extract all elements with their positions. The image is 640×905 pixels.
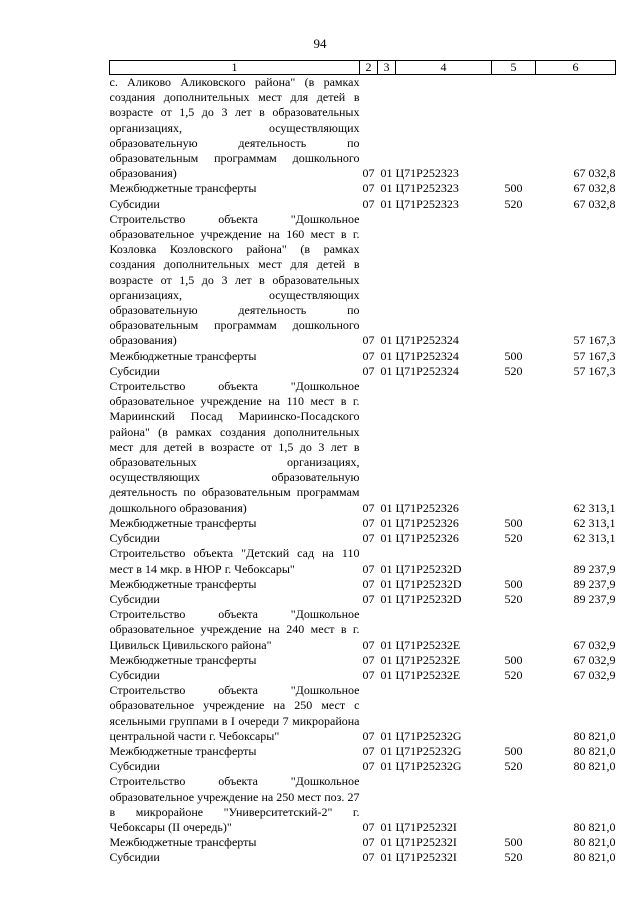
row-expense-type: 500	[504, 835, 523, 850]
row-name: Субсидии	[109, 531, 160, 546]
row-subsection: 01	[380, 652, 393, 667]
row-section: 07	[362, 850, 375, 865]
row-subsection: 01	[380, 637, 393, 652]
row-expense-type	[492, 75, 536, 182]
row-name: Строительство объекта "Дошкольное образовательное учреждение на 110 мест в г. Мариинский Посад Мариинско-Посадского района" (в рамках создания дополнительных мест для детей в возрасте от 1,5 до 3 лет в образовательных организациях, осуществляющих образовательную деятельность по образовательным программам дошкольного образования)	[109, 379, 360, 515]
row-expense-type: 500	[504, 348, 523, 363]
row-amount: 89 237,9	[573, 576, 616, 591]
table-row	[110, 379, 616, 516]
row-target-code: Ц71Р252326	[395, 500, 459, 515]
header-col-2: 2	[360, 61, 378, 75]
row-amount: 80 821,0	[573, 850, 616, 865]
row-name: Строительство объекта "Дошкольное образовательное учреждение на 160 мест в г. Козловка Козловского района" (в рамках создания дополнительных мест для детей в возрасте от 1,5 до 3 лет в образовательных организациях, осуществляющих образовательную деятельность по образовательным программам дошкольного образования)	[109, 211, 360, 348]
table-row	[110, 668, 616, 683]
row-name: Межбюджетные трансферты	[109, 743, 257, 758]
table-row	[110, 531, 616, 546]
row-amount: 57 167,3	[573, 348, 616, 363]
row-expense-type	[492, 683, 536, 744]
row-expense-type: 500	[504, 515, 523, 530]
row-target-code: Ц71Р25232D	[395, 576, 462, 591]
table-row	[110, 592, 616, 607]
row-target-code: Ц71Р252323	[395, 181, 459, 196]
row-amount: 67 032,9	[573, 667, 616, 682]
row-section: 07	[362, 166, 375, 181]
row-name: Строительство объекта "Детский сад на 110 мест в 14 мкр. в НЮР г. Чебоксары"	[109, 546, 360, 576]
row-name: Межбюджетные трансферты	[109, 576, 257, 591]
row-name: Субсидии	[109, 759, 160, 774]
row-expense-type	[492, 774, 536, 835]
row-name: Строительство объекта "Дошкольное образовательное учреждение на 250 мест с ясельными группами в I очереди 7 микрорайона центральной части г. Чебоксары"	[109, 683, 360, 743]
row-name: Строительство объекта "Дошкольное образовательное учреждение на 240 мест в г. Цивильск Цивильского района"	[109, 607, 360, 652]
budget-table	[109, 60, 616, 866]
table-row	[110, 212, 616, 349]
table-row	[110, 653, 616, 668]
row-target-code: Ц71Р252323	[395, 166, 459, 181]
header-row	[110, 61, 616, 75]
row-section: 07	[362, 333, 375, 348]
row-section: 07	[362, 743, 375, 758]
row-expense-type: 520	[504, 759, 523, 774]
row-target-code: Ц71Р25232E	[395, 637, 461, 652]
row-section: 07	[362, 515, 375, 530]
row-target-code: Ц71Р252326	[395, 531, 459, 546]
row-section: 07	[362, 591, 375, 606]
row-section: 07	[362, 576, 375, 591]
row-subsection: 01	[380, 576, 393, 591]
row-target-code: Ц71Р252324	[395, 333, 459, 348]
table-row	[110, 516, 616, 531]
page-number: 94	[313, 36, 327, 51]
row-section: 07	[362, 835, 375, 850]
row-section: 07	[362, 561, 375, 576]
table-row	[110, 850, 616, 865]
table-row	[110, 546, 616, 576]
table-row	[110, 759, 616, 774]
row-amount: 62 313,1	[573, 500, 616, 515]
row-expense-type: 520	[504, 196, 523, 211]
row-amount: 67 032,9	[573, 637, 616, 652]
row-target-code: Ц71Р252324	[395, 348, 459, 363]
table-row	[110, 607, 616, 653]
row-subsection: 01	[380, 759, 393, 774]
row-expense-type	[492, 379, 536, 516]
row-subsection: 01	[380, 667, 393, 682]
row-target-code: Ц71Р252323	[395, 196, 459, 211]
row-target-code: Ц71Р25232I	[395, 835, 457, 850]
row-amount: 67 032,8	[573, 166, 616, 181]
row-subsection: 01	[380, 166, 393, 181]
row-expense-type: 520	[504, 363, 523, 378]
table-row	[110, 181, 616, 196]
row-name: Строительство объекта "Дошкольное образовательное учреждение на 250 мест поз. 27 в микрорайоне "Университетский-2" г. Чебоксары (II очередь)"	[109, 774, 360, 834]
row-amount: 80 821,0	[573, 728, 616, 743]
row-subsection: 01	[380, 515, 393, 530]
row-subsection: 01	[380, 363, 393, 378]
row-section: 07	[362, 819, 375, 834]
table-row	[110, 577, 616, 592]
row-subsection: 01	[380, 728, 393, 743]
row-amount: 80 821,0	[573, 819, 616, 834]
row-name: с. Аликово Аликовского района" (в рамках создания дополнительных мест для детей в возрасте от 1,5 до 3 лет в образовательных организациях, осуществляющих образовательную деятельность по образовательным программам дошкольного образования)	[109, 75, 360, 181]
row-target-code: Ц71Р25232G	[395, 743, 462, 758]
row-name: Межбюджетные трансферты	[109, 835, 257, 850]
row-section: 07	[362, 348, 375, 363]
row-subsection: 01	[380, 819, 393, 834]
row-name: Субсидии	[109, 363, 160, 378]
row-section: 07	[362, 531, 375, 546]
row-name: Субсидии	[109, 591, 160, 606]
row-target-code: Ц71Р252326	[395, 515, 459, 530]
row-expense-type: 520	[504, 667, 523, 682]
row-amount: 57 167,3	[573, 333, 616, 348]
row-expense-type: 500	[504, 743, 523, 758]
row-amount: 89 237,9	[573, 591, 616, 606]
row-target-code: Ц71Р25232G	[395, 759, 462, 774]
row-subsection: 01	[380, 850, 393, 865]
row-target-code: Ц71Р25232E	[395, 667, 461, 682]
table-row	[110, 774, 616, 835]
row-subsection: 01	[380, 196, 393, 211]
row-section: 07	[362, 500, 375, 515]
table-row	[110, 75, 616, 182]
row-amount: 67 032,9	[573, 652, 616, 667]
row-expense-type: 500	[504, 576, 523, 591]
row-expense-type: 520	[504, 531, 523, 546]
row-subsection: 01	[380, 348, 393, 363]
row-name: Субсидии	[109, 196, 160, 211]
header-col-5: 5	[492, 61, 536, 75]
row-name: Межбюджетные трансферты	[109, 515, 257, 530]
row-target-code: Ц71Р25232D	[395, 591, 462, 606]
row-target-code: Ц71Р25232I	[395, 850, 457, 865]
header-col-3: 3	[378, 61, 396, 75]
row-amount: 67 032,8	[573, 196, 616, 211]
row-subsection: 01	[380, 500, 393, 515]
row-expense-type: 520	[504, 591, 523, 606]
row-expense-type: 520	[504, 850, 523, 865]
row-amount: 89 237,9	[573, 561, 616, 576]
row-section: 07	[362, 637, 375, 652]
header-col-4: 4	[396, 61, 492, 75]
row-amount: 62 313,1	[573, 515, 616, 530]
table-row	[110, 349, 616, 364]
row-subsection: 01	[380, 531, 393, 546]
row-amount: 67 032,8	[573, 181, 616, 196]
row-name: Межбюджетные трансферты	[109, 652, 257, 667]
row-expense-type	[492, 607, 536, 653]
row-name: Субсидии	[109, 667, 160, 682]
row-section: 07	[362, 181, 375, 196]
table-row	[110, 197, 616, 212]
row-amount: 57 167,3	[573, 363, 616, 378]
row-amount: 80 821,0	[573, 835, 616, 850]
row-target-code: Ц71Р25232I	[395, 819, 457, 834]
header-col-6: 6	[536, 61, 616, 75]
row-subsection: 01	[380, 591, 393, 606]
row-section: 07	[362, 667, 375, 682]
row-name: Субсидии	[109, 850, 160, 865]
row-amount: 80 821,0	[573, 759, 616, 774]
row-section: 07	[362, 363, 375, 378]
table-row	[110, 744, 616, 759]
row-name: Межбюджетные трансферты	[109, 348, 257, 363]
row-section: 07	[362, 652, 375, 667]
row-amount: 80 821,0	[573, 743, 616, 758]
row-expense-type	[492, 546, 536, 576]
row-expense-type: 500	[504, 652, 523, 667]
row-amount: 62 313,1	[573, 531, 616, 546]
row-subsection: 01	[380, 181, 393, 196]
row-expense-type: 500	[504, 181, 523, 196]
row-name: Межбюджетные трансферты	[109, 181, 257, 196]
table-row	[110, 364, 616, 379]
row-target-code: Ц71Р25232E	[395, 652, 461, 667]
row-subsection: 01	[380, 743, 393, 758]
row-section: 07	[362, 196, 375, 211]
row-subsection: 01	[380, 835, 393, 850]
table-row	[110, 683, 616, 744]
row-subsection: 01	[380, 561, 393, 576]
row-expense-type	[492, 212, 536, 349]
row-target-code: Ц71Р25232D	[395, 561, 462, 576]
table-row	[110, 835, 616, 850]
row-section: 07	[362, 728, 375, 743]
row-subsection: 01	[380, 333, 393, 348]
row-target-code: Ц71Р252324	[395, 363, 459, 378]
row-section: 07	[362, 759, 375, 774]
header-col-1: 1	[110, 61, 360, 75]
row-target-code: Ц71Р25232G	[395, 728, 462, 743]
